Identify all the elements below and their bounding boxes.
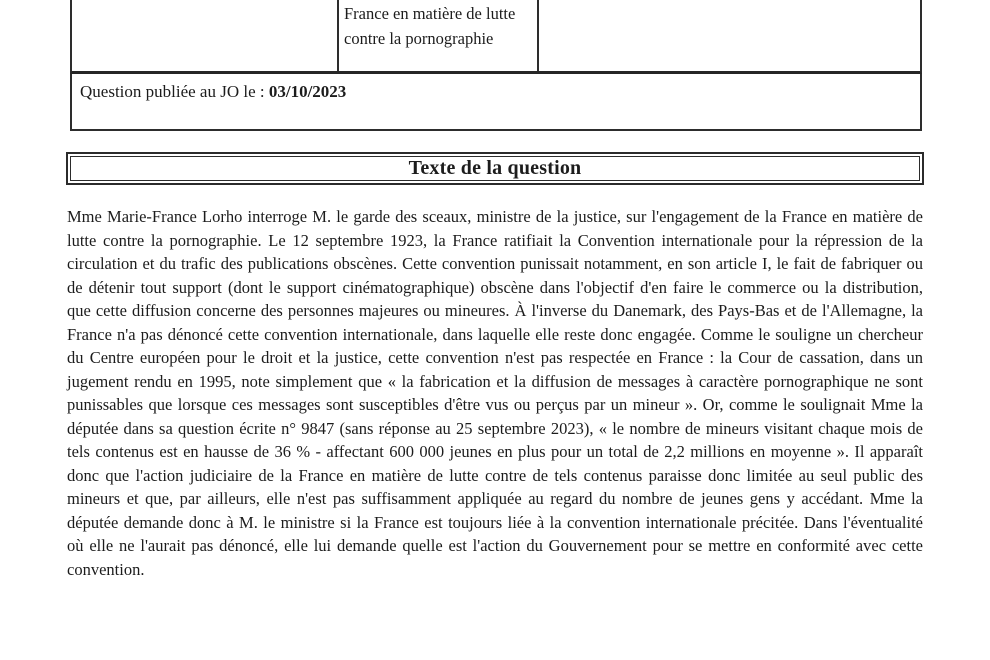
section-title: Texte de la question [408,157,582,179]
section-title-box [66,152,924,185]
info-table-cell-left [72,0,339,71]
publication-row [70,74,922,131]
publication-label: Question publiée au JO le : [80,82,265,101]
info-table-row-topic [70,0,922,74]
section-title-box-inner [70,156,920,181]
info-table-cell-topic: France en matière de lutte contre la pornographie [339,0,539,71]
info-table-cell-right [539,0,920,71]
question-body-text: Mme Marie-France Lorho interroge M. le garde des sceaux, ministre de la justice, sur l'engagement de la France en matière de lutte contre la pornographie. Le 12 septembre 1923, la France ratifiait la Convention internationale pour la répression de la circulation et du trafic des publications obscènes. Cette convention punissait notamment, en son article I, le fait de fabriquer ou de détenir tout support (dont le support cinématographique) obscène dans l'objectif d'en faire le commerce ou la distribution, que cette diffusion concerne des personnes majeures ou mineures. À l'inverse du Danemark, des Pays-Bas et de l'Allemagne, la France n'a pas dénoncé cette convention internationale, dans laquelle elle reste donc engagée. Comme le souligne un chercheur du Centre européen pour le droit et la justice, cette convention n'est pas respectée en France : la Cour de cassation, dans un jugement rendu en 1995, note simplement que « la fabrication et la diffusion de messages à caractère pornographique ne sont punissables que lorsque ces messages sont susceptibles d'être vus ou perçus par un mineur ». Or, comme le soulignait Mme la députée dans sa question écrite n° 9847 (sans réponse au 25 septembre 2023), « le nombre de mineurs visitant chaque mois de tels contenus est en hausse de 36 % - affectant 600 000 jeunes en plus pour un total de 2,2 millions en moyenne ». Il apparaît donc que l'action judiciaire de la France en matière de lutte contre de tels contenus paraisse donc limitée au seul public des mineurs et que, par ailleurs, elle n'est pas suffisamment appliquée au regard du nombre de jeunes gens y accédant. Mme la députée demande donc à M. le ministre si la France est toujours liée à la convention internationale précitée. Dans l'éventualité où elle ne l'aurait pas dénoncé, elle lui demande quelle est l'action du Gouvernement pour se mettre en conformité avec cette convention. [67,207,923,579]
publication-date: 03/10/2023 [268,82,347,101]
